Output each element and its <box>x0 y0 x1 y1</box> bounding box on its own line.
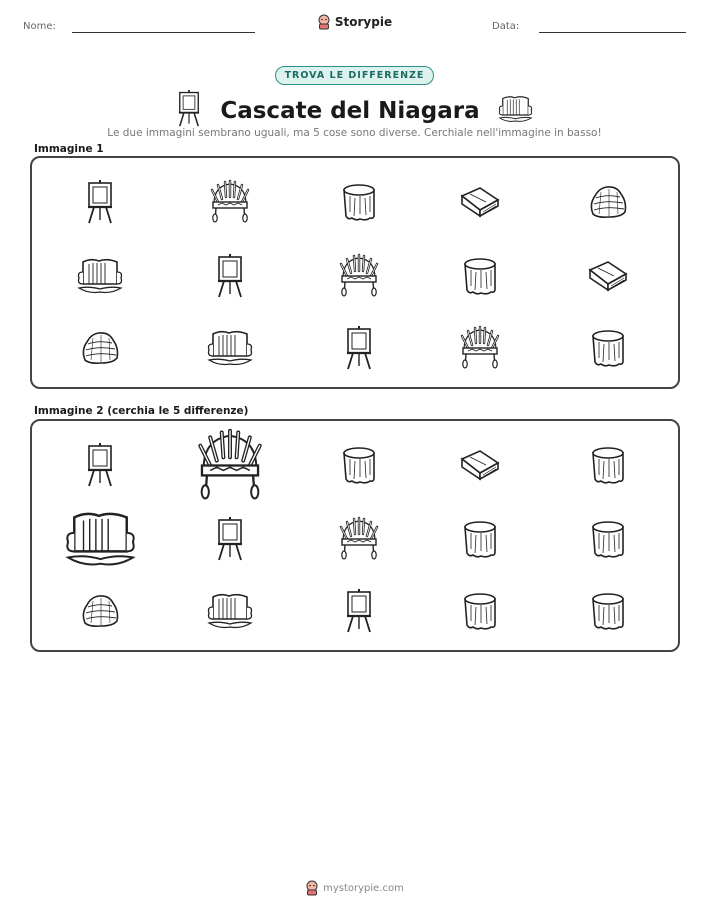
grid-cell[interactable] <box>180 236 280 316</box>
tree-stump-icon <box>340 182 378 222</box>
grid-cell[interactable] <box>50 499 150 579</box>
grid-cell[interactable] <box>309 236 409 316</box>
grid-cell[interactable] <box>50 162 150 242</box>
grid-cell[interactable] <box>558 308 658 388</box>
book-icon <box>458 184 502 220</box>
grid-cell[interactable] <box>430 162 530 242</box>
book-icon <box>458 447 502 483</box>
grid-cell[interactable] <box>430 499 530 579</box>
grid-cell[interactable] <box>50 308 150 388</box>
grid-cell[interactable] <box>180 499 280 579</box>
grid-cell[interactable] <box>430 425 530 505</box>
tree-stump-icon <box>340 445 378 485</box>
image1-label: Immagine 1 <box>34 143 104 155</box>
headdress-icon <box>339 254 379 298</box>
grid-cell[interactable] <box>180 308 280 388</box>
rock-icon <box>587 184 629 220</box>
tree-stump-icon <box>461 256 499 296</box>
rock-icon <box>79 593 121 629</box>
easel-icon <box>85 443 115 487</box>
storypie-mascot-icon <box>305 880 319 896</box>
tree-stump-icon <box>589 591 627 631</box>
grid-cell[interactable] <box>430 308 530 388</box>
grid-cell[interactable] <box>309 499 409 579</box>
image2-label: Immagine 2 (cerchia le 5 differenze) <box>34 405 249 417</box>
grid-cell[interactable] <box>180 571 280 651</box>
image2-panel[interactable] <box>30 419 680 652</box>
waterfall-icon <box>207 328 253 368</box>
grid-cell[interactable] <box>180 162 280 242</box>
easel-icon <box>176 90 202 127</box>
grid-cell[interactable] <box>180 425 280 505</box>
tree-stump-icon <box>589 445 627 485</box>
title-waterfall-icon <box>498 94 533 128</box>
book-icon <box>586 258 630 294</box>
tree-stump-icon <box>589 328 627 368</box>
tree-stump-icon <box>461 591 499 631</box>
easel-icon <box>215 254 245 298</box>
grid-cell[interactable] <box>430 571 530 651</box>
grid-cell[interactable] <box>558 499 658 579</box>
date-line[interactable] <box>539 32 686 33</box>
image1-panel[interactable] <box>30 156 680 389</box>
grid-cell[interactable] <box>558 236 658 316</box>
waterfall-icon <box>65 508 136 570</box>
tree-stump-icon <box>461 519 499 559</box>
grid-cell[interactable] <box>309 425 409 505</box>
grid-cell[interactable] <box>309 162 409 242</box>
headdress-icon <box>339 517 379 561</box>
name-line[interactable] <box>72 32 255 33</box>
storypie-mascot-icon <box>317 14 331 30</box>
grid-cell[interactable] <box>309 571 409 651</box>
footer-url: mystorypie.com <box>323 882 404 894</box>
headdress-icon <box>197 429 263 502</box>
rock-icon <box>79 330 121 366</box>
easel-icon <box>215 517 245 561</box>
grid-cell[interactable] <box>309 308 409 388</box>
title-row <box>0 90 709 131</box>
grid-cell[interactable] <box>558 425 658 505</box>
brand-logo <box>0 14 709 30</box>
waterfall-icon <box>207 591 253 631</box>
tree-stump-icon <box>589 519 627 559</box>
waterfall-icon <box>498 94 533 124</box>
grid-cell[interactable] <box>50 571 150 651</box>
date-label: Data: <box>492 21 520 32</box>
brand-name: Storypie <box>334 15 393 29</box>
footer <box>0 880 709 896</box>
title-easel-icon <box>176 90 202 131</box>
headdress-icon <box>460 326 500 370</box>
grid-cell[interactable] <box>50 236 150 316</box>
waterfall-icon <box>77 256 123 296</box>
name-label: Nome: <box>23 21 56 32</box>
grid-cell[interactable] <box>430 236 530 316</box>
activity-badge: TROVA LE DIFFERENZE <box>275 66 435 85</box>
grid-cell[interactable] <box>50 425 150 505</box>
easel-icon <box>344 589 374 633</box>
headdress-icon <box>210 180 250 224</box>
grid-cell[interactable] <box>558 162 658 242</box>
page-title: Cascate del Niagara <box>220 97 480 124</box>
easel-icon <box>85 180 115 224</box>
grid-cell[interactable] <box>558 571 658 651</box>
easel-icon <box>344 326 374 370</box>
instructions: Le due immagini sembrano uguali, ma 5 cose sono diverse. Cerchiale nell'immagine in basso! <box>107 127 602 139</box>
